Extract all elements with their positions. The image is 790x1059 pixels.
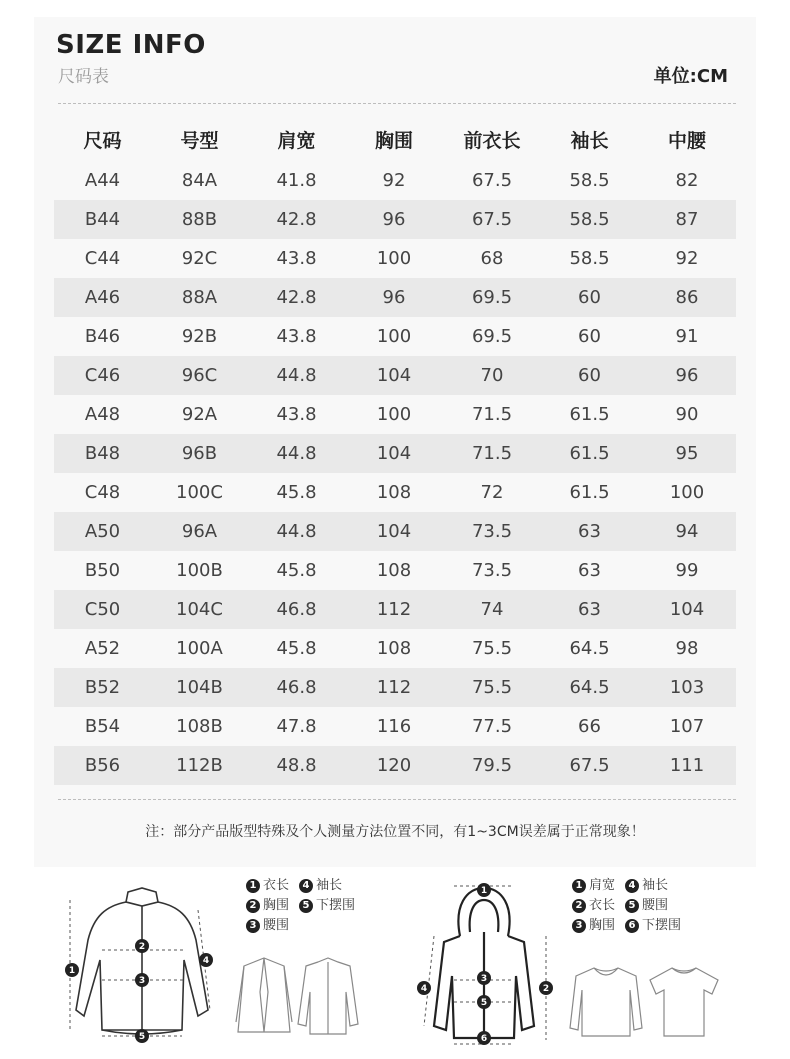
table-cell: A52 [54,629,151,668]
table-cell: 71.5 [443,434,541,473]
table-cell: 42.8 [248,278,345,317]
legend-label: 袖长 [316,878,343,893]
svg-text:3: 3 [480,974,488,984]
table-cell: 96 [345,278,443,317]
legend-label: 衣长 [263,878,290,893]
legend-number-5: 5 [625,899,639,913]
divider-top [58,103,736,104]
column-header: 袖长 [570,129,609,152]
table-row [54,551,736,590]
table-row [54,629,736,668]
table-cell: 64.5 [541,629,638,668]
svg-text:6: 6 [480,1034,488,1044]
legend-label: 下摆围 [316,898,356,913]
svg-text:1: 1 [68,966,76,976]
table-cell: 82 [638,161,736,200]
column-header: 前衣长 [463,129,521,152]
table-cell: 100 [638,473,736,512]
svg-text:5: 5 [138,1032,146,1042]
table-cell: 88A [151,278,248,317]
table-cell: 45.8 [248,473,345,512]
legend-number-5: 5 [299,899,313,913]
table-cell: 98 [638,629,736,668]
legend-number-4: 4 [625,879,639,893]
table-cell: 45.8 [248,629,345,668]
legend-number-2: 2 [572,899,586,913]
legend-label: 胸围 [263,898,290,913]
table-cell: 73.5 [443,512,541,551]
table-cell: 43.8 [248,317,345,356]
table-cell: A50 [54,512,151,551]
table-cell: 63 [541,551,638,590]
table-cell: 111 [638,746,736,785]
table-cell: 96B [151,434,248,473]
table-cell: B54 [54,707,151,746]
legend-number-3: 3 [572,919,586,933]
column-header: 中腰 [667,129,706,152]
table-cell: 75.5 [443,668,541,707]
table-cell: 44.8 [248,434,345,473]
table-cell: 67.5 [443,200,541,239]
table-cell: 70 [443,356,541,395]
table-cell: 74 [443,590,541,629]
legend-number-2: 2 [246,899,260,913]
table-row [54,278,736,317]
table-header-row [54,117,736,161]
table-cell: 58.5 [541,161,638,200]
table-row [54,200,736,239]
column-header: 尺码 [83,129,122,152]
jacket-legend [246,876,361,936]
table-cell: 100 [345,317,443,356]
table-cell: B48 [54,434,151,473]
table-cell: 87 [638,200,736,239]
table-body [54,161,736,785]
svg-text:4: 4 [202,956,210,966]
table-cell: 58.5 [541,200,638,239]
table-row [54,434,736,473]
table-cell: 88B [151,200,248,239]
legend-label: 袖长 [642,878,669,893]
table-cell: 61.5 [541,395,638,434]
size-table [54,117,736,785]
table-cell: 68 [443,239,541,278]
table-cell: 42.8 [248,200,345,239]
legend-number-3: 3 [246,919,260,933]
table-cell: 79.5 [443,746,541,785]
hoodie-legend [572,876,687,936]
jacket-measure-illustration [58,880,228,1050]
table-cell: 108B [151,707,248,746]
table-cell: 104 [638,590,736,629]
table-cell: 116 [345,707,443,746]
table-cell: 108 [345,629,443,668]
table-cell: 96 [638,356,736,395]
unit-label: 单位:CM [653,66,728,87]
table-cell: 45.8 [248,551,345,590]
table-row [54,512,736,551]
table-cell: 92B [151,317,248,356]
legend-label: 下摆围 [642,918,682,933]
legend-label: 衣长 [589,898,616,913]
table-cell: 63 [541,590,638,629]
table-cell: 108 [345,551,443,590]
table-cell: C46 [54,356,151,395]
table-cell: 77.5 [443,707,541,746]
table-cell: 73.5 [443,551,541,590]
table-row [54,473,736,512]
table-row [54,161,736,200]
legend-label: 胸围 [589,918,616,933]
page-subtitle: 尺码表 [58,67,109,87]
table-cell: 99 [638,551,736,590]
table-cell: 69.5 [443,278,541,317]
table-row [54,746,736,785]
legend-number-1: 1 [246,879,260,893]
legend-number-4: 4 [299,879,313,893]
table-cell: 100C [151,473,248,512]
table-cell: 100 [345,239,443,278]
table-cell: 60 [541,356,638,395]
table-cell: B50 [54,551,151,590]
table-row [54,668,736,707]
divider-bottom [58,799,736,800]
table-cell: 92 [638,239,736,278]
table-cell: 86 [638,278,736,317]
table-cell: 41.8 [248,161,345,200]
table-cell: 61.5 [541,473,638,512]
table-cell: 60 [541,278,638,317]
table-cell: 72 [443,473,541,512]
table-cell: 43.8 [248,239,345,278]
measurement-note: 注：部分产品版型特殊及个人测量方法位置不同，有1~3CM误差属于正常现象！ [145,824,645,840]
table-row [54,239,736,278]
table-cell: 104 [345,434,443,473]
table-cell: 104C [151,590,248,629]
table-cell: B52 [54,668,151,707]
table-cell: 92A [151,395,248,434]
table-cell: 91 [638,317,736,356]
table-cell: 60 [541,317,638,356]
table-cell: 120 [345,746,443,785]
table-cell: 75.5 [443,629,541,668]
table-cell: 66 [541,707,638,746]
table-cell: 112B [151,746,248,785]
table-cell: 108 [345,473,443,512]
table-cell: A46 [54,278,151,317]
table-cell: 92C [151,239,248,278]
table-cell: 100A [151,629,248,668]
table-cell: 69.5 [443,317,541,356]
legend-label: 腰围 [642,898,669,913]
table-cell: 104 [345,356,443,395]
table-row [54,356,736,395]
table-cell: 103 [638,668,736,707]
table-row [54,395,736,434]
page-title: SIZE INFO [56,30,206,60]
table-cell: C50 [54,590,151,629]
table-cell: 90 [638,395,736,434]
table-row [54,590,736,629]
column-header: 肩宽 [277,129,316,152]
table-cell: 107 [638,707,736,746]
table-cell: 48.8 [248,746,345,785]
table-cell: 94 [638,512,736,551]
sweater-tshirt-thumbnails [566,960,726,1042]
svg-text:5: 5 [480,998,488,1008]
column-header: 号型 [180,129,219,152]
table-cell: 46.8 [248,590,345,629]
legend-label: 腰围 [263,918,290,933]
table-cell: 104B [151,668,248,707]
table-cell: 67.5 [541,746,638,785]
table-cell: 96C [151,356,248,395]
table-cell: A44 [54,161,151,200]
svg-text:4: 4 [420,984,428,994]
table-cell: 46.8 [248,668,345,707]
table-cell: 96 [345,200,443,239]
table-cell: 100 [345,395,443,434]
table-cell: 92 [345,161,443,200]
table-cell: 112 [345,590,443,629]
table-cell: 43.8 [248,395,345,434]
table-cell: 47.8 [248,707,345,746]
table-cell: B44 [54,200,151,239]
hoodie-measure-illustration [410,876,560,1051]
svg-text:1: 1 [480,886,488,896]
table-cell: 112 [345,668,443,707]
table-cell: 71.5 [443,395,541,434]
jacket-markers [65,939,213,1043]
table-cell: 44.8 [248,356,345,395]
table-cell: 95 [638,434,736,473]
table-cell: 104 [345,512,443,551]
table-cell: 84A [151,161,248,200]
svg-text:2: 2 [542,984,550,994]
table-cell: 96A [151,512,248,551]
table-cell: C44 [54,239,151,278]
table-cell: 67.5 [443,161,541,200]
svg-text:3: 3 [138,976,146,986]
table-cell: 44.8 [248,512,345,551]
table-row [54,317,736,356]
table-cell: B46 [54,317,151,356]
table-cell: C48 [54,473,151,512]
legend-label: 肩宽 [589,878,616,893]
legend-number-1: 1 [572,879,586,893]
table-cell: A48 [54,395,151,434]
table-cell: 64.5 [541,668,638,707]
table-cell: 58.5 [541,239,638,278]
table-cell: B56 [54,746,151,785]
table-cell: 63 [541,512,638,551]
table-cell: 61.5 [541,434,638,473]
blazer-shirt-thumbnails [234,952,364,1042]
table-cell: 100B [151,551,248,590]
svg-text:2: 2 [138,942,146,952]
column-header: 胸围 [374,129,413,152]
table-row [54,707,736,746]
legend-number-6: 6 [625,919,639,933]
